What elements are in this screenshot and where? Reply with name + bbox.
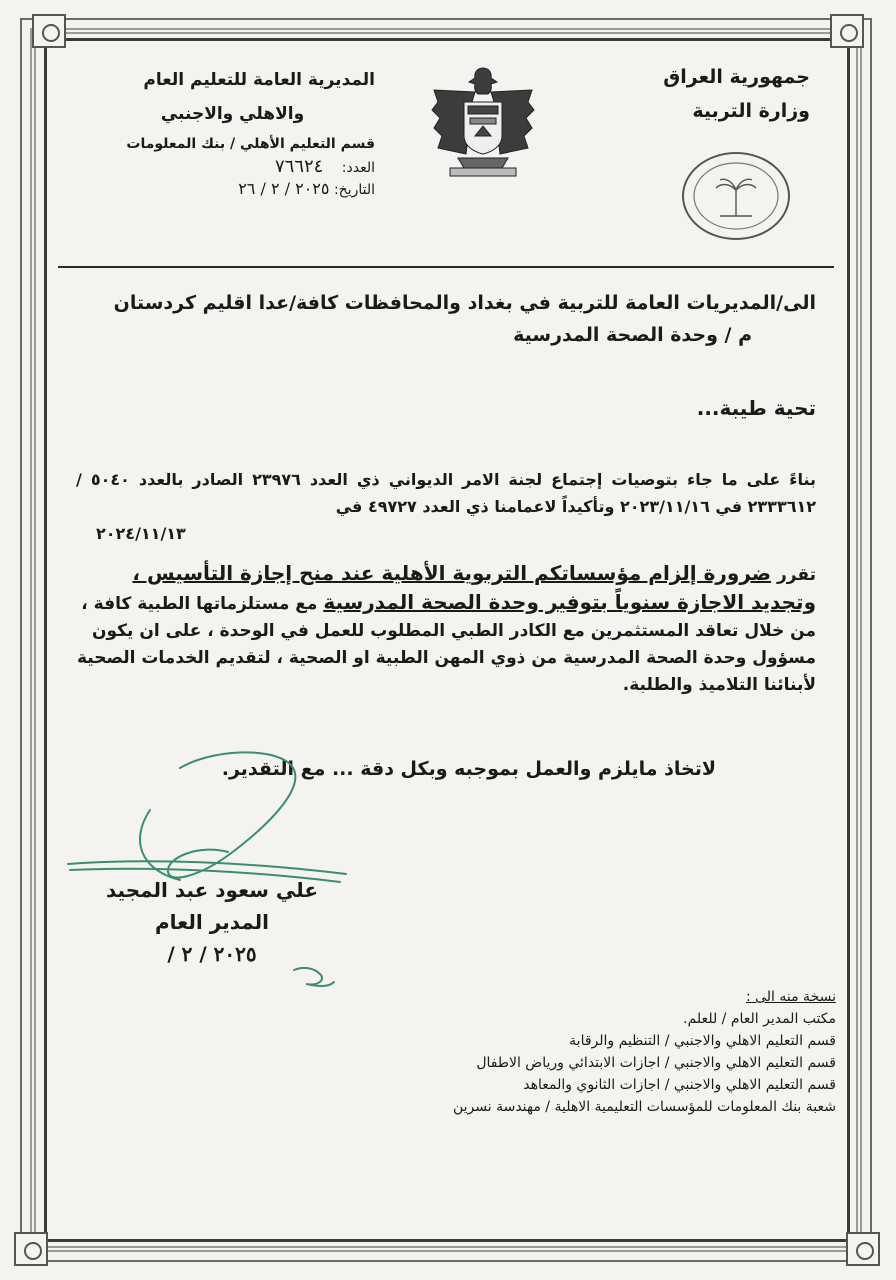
greeting: تحية طيبة... [696,396,816,420]
iraq-eagle-emblem-icon [428,62,538,184]
decision-lead: تقرر [777,565,816,585]
copy-item: قسم التعليم الاهلي والاجنبي / اجازات الابتدائي ورياض الاطفال [476,1055,836,1071]
copies-heading: نسخة منه الى : [745,989,836,1005]
recipient-line1: الى/المديريات العامة للتربية في بغداد والمحافظات كافة/عدا اقليم كردستان [113,292,816,314]
corner-ornament-icon [830,14,864,48]
number-value: ٧٦٦٢٤ [274,156,324,177]
reference-number [90,156,375,177]
decision-underlined-1: ضرورة إلزام مؤسساتكم التربوية الأهلية عند منح إجازة التأسيس ، [132,561,772,585]
ministry-seal-icon [680,150,792,242]
copy-item: قسم التعليم الاهلي والاجنبي / التنظيم والرقابة [569,1033,836,1049]
signatory-date: ٢٠٢٥ / ٢ / [167,942,257,966]
corner-ornament-icon [846,1232,880,1266]
corner-ornament-icon [14,1232,48,1266]
directorate-line2: والاهلي والاجنبي [160,104,305,124]
header-directorate [90,70,375,198]
date-value: ٢٠٢٥ / ٢ / ٢٦ [238,179,330,198]
number-label: العدد: [341,160,375,176]
copy-item: مكتب المدير العام / للعلم. [683,1011,836,1027]
handwritten-signature-icon [60,740,360,900]
header-ministry [663,66,810,122]
signatory-name: علي سعود عبد المجيد [106,878,318,902]
recipient-block [76,292,816,346]
paragraph1-text: بناءً على ما جاء بتوصيات إجتماع لجنة الامر الديواني ذي العدد ٢٣٩٧٦ الصادر بالعدد ٥٠٤٠ / ٢٣٣٣٦١٢ في ٢٠٢٣/١١/١٦ وتأكيداً لاعمامنا ذي العدد ٤٩٧٢٧ في [76,470,817,516]
header-divider [58,266,834,268]
country-name: جمهورية العراق [663,66,810,88]
paragraph-decision [76,560,816,699]
copy-item: شعبة بنك المعلومات للمؤسسات التعليمية الاهلية / مهندسة نسرين [452,1099,836,1115]
signatory-title: المدير العام [154,910,270,934]
copy-item: قسم التعليم الاهلي والاجنبي / اجازات الثانوي والمعاهد [523,1077,836,1093]
recipient-subject: م / وحدة الصحة المدرسية [513,324,752,346]
decision-rest: مع مستلزماتها الطبية كافة ، من خلال تعاقد المستثمرين مع الكادر الطبي المطلوب للعمل في الوحدة ، على ان يكون مسؤول وحدة الصحة المدرسية من ذوي المهن الطبية او الصحية ، لتقديم الخدمات الصحية لأبنائنا التلاميذ والطلبة. [76,594,816,695]
date-label: التاريخ: [333,182,375,198]
ministry-name: وزارة التربية [692,100,810,122]
closing-line: لاتخاذ مايلزم والعمل بموجبه وبكل دقة ... مع التقدير. [221,758,716,780]
department-name: قسم التعليم الأهلي / بنك المعلومات [126,136,375,152]
reference-date [90,179,375,198]
decision-underlined-2: وتجديد الاجازة سنوياً بتوفير وحدة الصحة المدرسية [323,590,816,614]
directorate-line1: المديرية العامة للتعليم العام [143,70,375,90]
paragraph1-date: ٢٠٢٤/١١/١٣ [96,524,186,543]
copies-list [316,986,836,1118]
corner-ornament-icon [32,14,66,48]
signatory-block [92,878,332,966]
paragraph-reference [76,466,816,547]
